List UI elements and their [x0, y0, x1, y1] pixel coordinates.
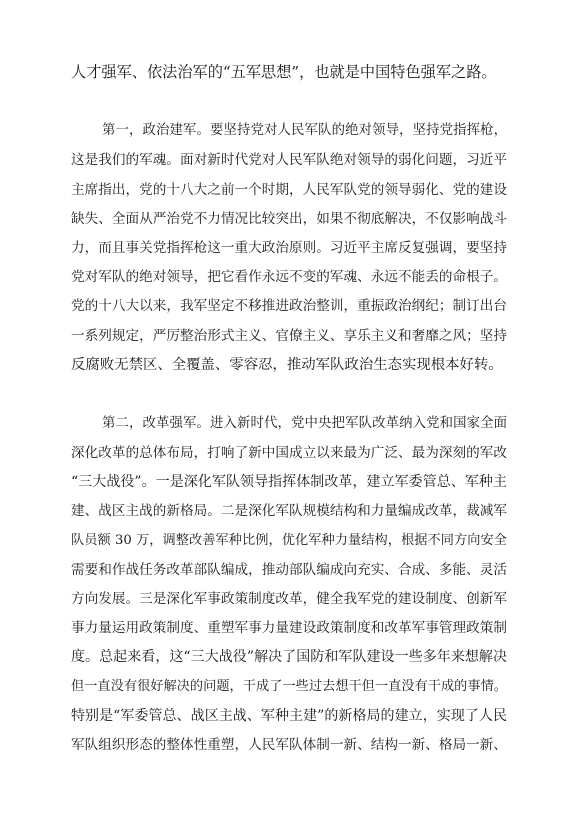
paragraph-2-line-10: 但一直没有很好解决的问题，干成了一些过去想干但一直没有干成的事情。	[71, 679, 507, 694]
paragraph-1-line-1: 第一，政治建军。要坚持党对人民军队的绝对领导，坚持党指挥枪，	[102, 123, 507, 138]
paragraph-2-line-9: 度。总起来看，这“三大战役”解决了国防和军队建设一些多年来想解决	[71, 649, 507, 665]
paragraph-1-line-8: 一系列规定，严厉整治形式主义、官僚主义、享乐主义和奢靡之风；坚持	[71, 328, 507, 344]
paragraph-2-line-4: 建、战区主战的新格局。二是深化军队规模结构和力量编成改革，裁减军	[71, 503, 507, 519]
paragraph-2-line-3: “三大战役”。一是深化军队领导指挥体制改革，建立军委管总、军种主	[71, 474, 507, 490]
paragraph-2-line-7: 方向发展。三是深化军事政策制度改革，健全我军党的建设制度、创新军	[71, 591, 507, 607]
paragraph-1-line-3: 主席指出，党的十八大之前一个时期，人民军队党的领导弱化、党的建设	[71, 182, 507, 198]
paragraph-2-line-11: 特别是“军委管总、战区主战、军种主建”的新格局的建立，实现了人民	[71, 708, 507, 724]
paragraph-2-line-2: 深化改革的总体布局，打响了新中国成立以来最为广泛、最为深刻的军改	[71, 445, 507, 461]
paragraph-1-line-5: 力，而且事关党指挥枪这一重大政治原则。习近平主席反复强调，要坚持	[71, 240, 507, 256]
paragraph-1-line-7: 党的十八大以来，我军坚定不移推进政治整训，重振政治纲纪；制订出台	[71, 298, 507, 314]
paragraph-1-line-9: 反腐败无禁区、全覆盖、零容忍，推动军队政治生态实现根本好转。	[71, 357, 503, 373]
paragraph-1-line-4: 缺失、全面从严治党不力情况比较突出，如果不彻底解决，不仅影响战斗	[71, 211, 507, 227]
paragraph-2-line-1: 第二，改革强军。进入新时代，党中央把军队改革纳入党和国家全面	[102, 416, 507, 431]
paragraph-1-line-2: 这是我们的军魂。面对新时代党对人民军队绝对领导的弱化问题，习近平	[71, 152, 507, 168]
paragraph-1-line-6: 党对军队的绝对领导，把它看作永远不变的军魂、永远不能丢的命根子。	[71, 269, 507, 285]
paragraph-2-line-12: 军队组织形态的整体性重塑，人民军队体制一新、结构一新、格局一新、	[71, 737, 507, 753]
paragraph-2-line-8: 事力量运用政策制度、重塑军事力量建设政策制度和改革军事管理政策制	[71, 620, 507, 636]
paragraph-2-line-5: 队员额 30 万，调整改善军种比例，优化军种力量结构，根据不同方向安全	[71, 533, 507, 548]
paragraph-2-line-6: 需要和作战任务改革部队编成，推动部队编成向充实、合成、多能、灵活	[71, 562, 507, 578]
text-line-1: 人才强军、依法治军的“五军思想”，也就是中国特色强军之路。	[71, 63, 497, 81]
